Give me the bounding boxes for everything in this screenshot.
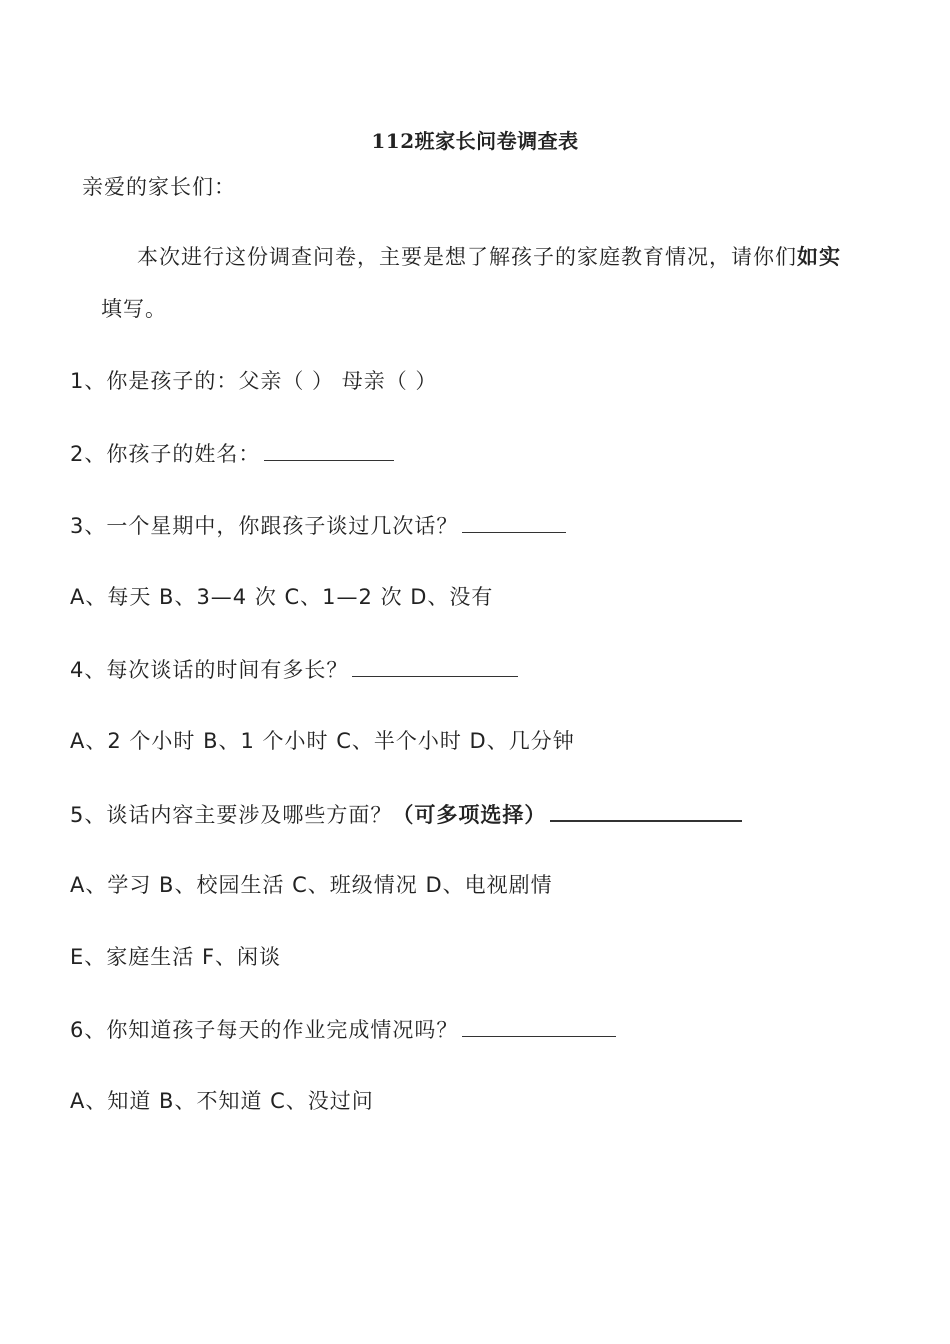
q3-answer-blank[interactable] (462, 510, 566, 533)
question-2 (70, 438, 394, 469)
question-3-options: A、每天 B、3—4 次 C、1—2 次 D、没有 (70, 585, 494, 609)
question-4-options: A、2 个小时 B、1 个小时 C、半个小时 D、几分钟 (70, 729, 575, 753)
question-5-text: 5、谈话内容主要涉及哪些方面？ (70, 803, 393, 827)
question-4-text: 4、每次谈话的时间有多长？ (70, 658, 349, 682)
name-answer-blank[interactable] (264, 438, 394, 461)
q5-answer-blank[interactable] (550, 798, 742, 822)
greeting: 亲爱的家长们： (82, 175, 236, 199)
q4-answer-blank[interactable] (352, 654, 518, 677)
q6-answer-blank[interactable] (462, 1014, 616, 1037)
question-6 (70, 1014, 616, 1045)
question-4 (70, 654, 518, 685)
question-2-text: 2、你孩子的姓名： (70, 442, 261, 466)
page-title: 112班家长问卷调查表 (371, 129, 579, 153)
intro-line-2: 填写。 (101, 297, 167, 321)
intro-line-1 (137, 242, 841, 272)
question-5-options-1: A、学习 B、校园生活 C、班级情况 D、电视剧情 (70, 873, 553, 897)
question-1: 1、你是孩子的：父亲（ ） 母亲（ ） (70, 369, 438, 393)
question-6-text: 6、你知道孩子每天的作业完成情况吗？ (70, 1018, 459, 1042)
question-3-text: 3、一个星期中，你跟孩子谈过几次话？ (70, 514, 459, 538)
intro-text: 本次进行这份调查问卷，主要是想了解孩子的家庭教育情况，请你们 (137, 245, 797, 269)
question-5-note: （可多项选择） (392, 803, 547, 827)
question-5 (70, 798, 742, 830)
question-5-options-2: E、家庭生活 F、闲谈 (70, 945, 282, 969)
question-3 (70, 510, 566, 541)
question-6-options: A、知道 B、不知道 C、没过问 (70, 1089, 374, 1113)
intro-emphasis: 如实 (797, 245, 841, 269)
